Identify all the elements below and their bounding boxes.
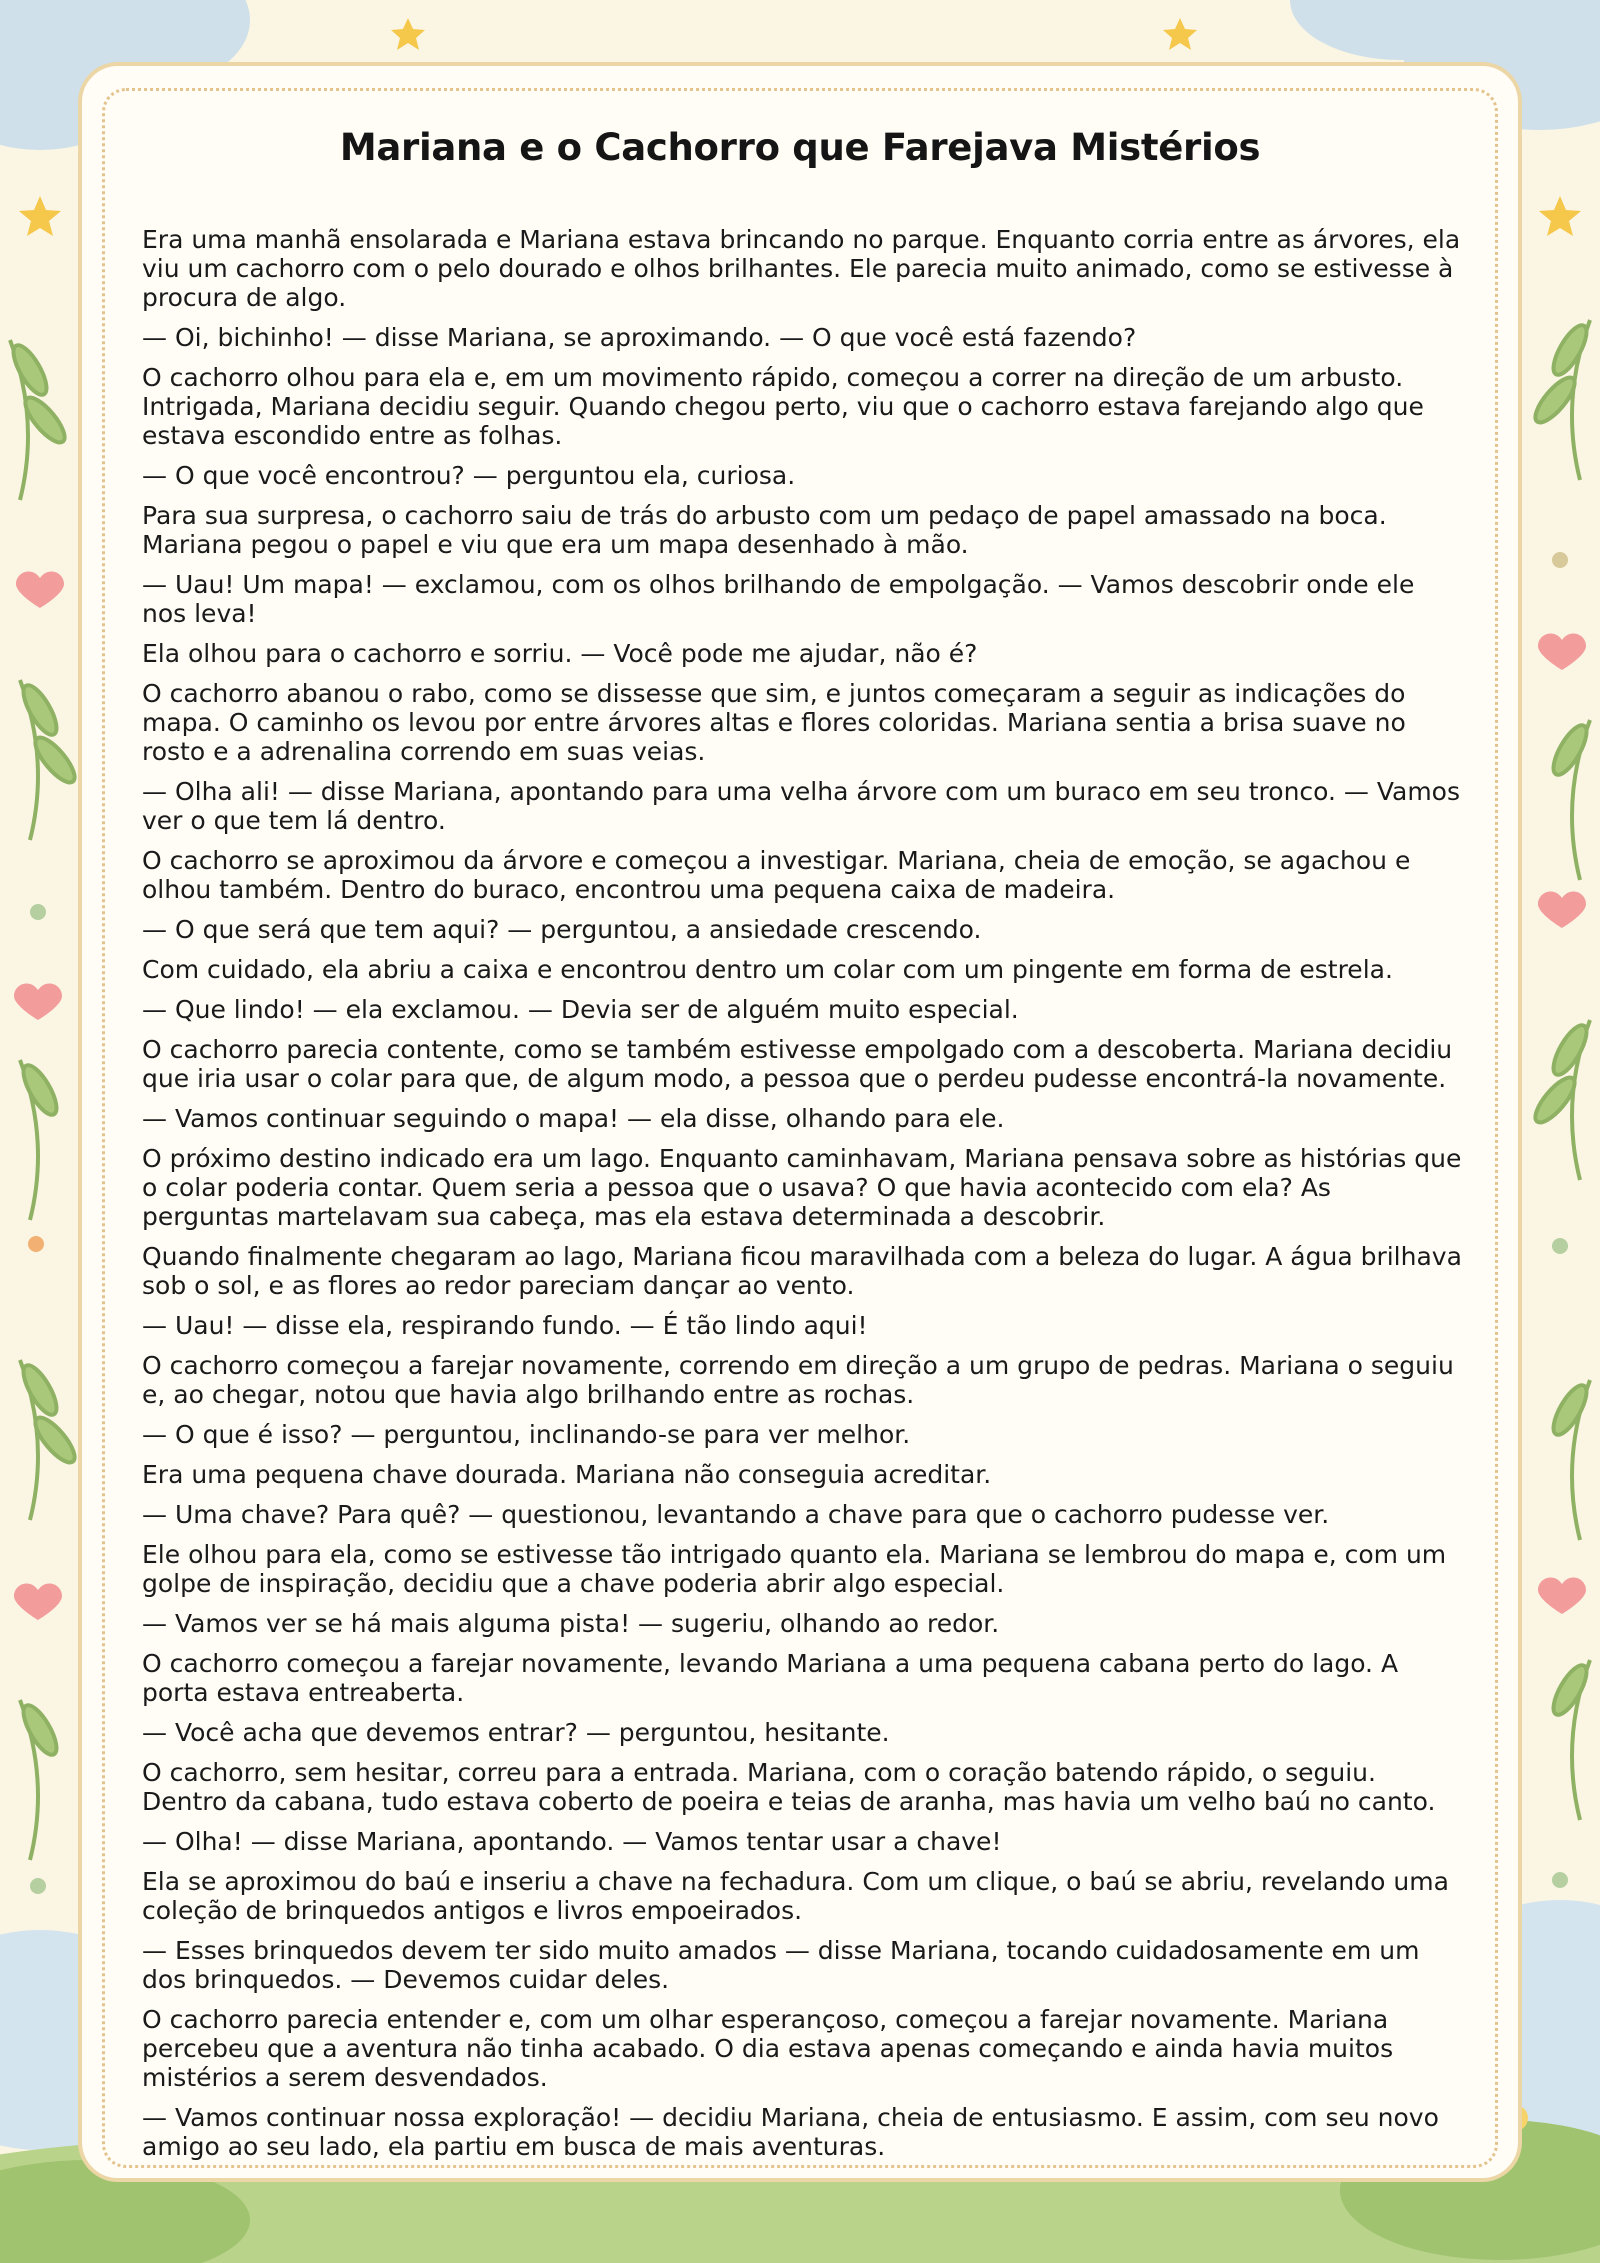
story-paragraph: — Uma chave? Para quê? — questionou, levantando a chave para que o cachorro pudesse ver. xyxy=(142,1500,1330,1529)
story-paragraph: O próximo destino indicado era um lago. Enquanto caminhavam, Mariana pensava sobre as histórias que o colar poderia contar. Quem seria a pessoa que o usava? O que havia acontecido com ela? As perguntas martelavam sua cabeça, mas ela estava determinada a descobrir. xyxy=(142,1144,1462,1231)
story-paragraph: O cachorro abanou o rabo, como se dissesse que sim, e juntos começaram a seguir as indicações do mapa. O caminho os levou por entre árvores altas e flores coloridas. Mariana sentia a brisa suave no rosto e a adrenalina correndo em suas veias. xyxy=(142,679,1406,766)
story-paragraph: O cachorro se aproximou da árvore e começou a investigar. Mariana, cheia de emoção, se agachou e olhou também. Dentro do buraco, encontrou uma pequena caixa de madeira. xyxy=(142,846,1411,904)
story-paragraph: — Oi, bichinho! — disse Mariana, se aproximando. — O que você está fazendo? xyxy=(142,323,1137,352)
story-paragraph: O cachorro olhou para ela e, em um movimento rápido, começou a correr na direção de um arbusto. Intrigada, Mariana decidiu seguir. Quando chegou perto, viu que o cachorro estava farejando algo que estava escondido entre as folhas. xyxy=(142,363,1424,450)
story-paragraph: Era uma pequena chave dourada. Mariana não conseguia acreditar. xyxy=(142,1460,992,1489)
story-paragraph: — Esses brinquedos devem ter sido muito amados — disse Mariana, tocando cuidadosamente em um dos brinquedos. — Devemos cuidar deles. xyxy=(142,1936,1420,1994)
story-title: Mariana e o Cachorro que Farejava Mistérios xyxy=(339,126,1261,169)
story-paragraph: Ele olhou para ela, como se estivesse tão intrigado quanto ela. Mariana se lembrou do mapa e, com um golpe de inspiração, decidiu que a chave poderia abrir algo especial. xyxy=(142,1540,1447,1598)
story-paragraph: — Uau! — disse ela, respirando fundo. — É tão lindo aqui! xyxy=(142,1311,868,1340)
story-paragraph: Ela olhou para o cachorro e sorriu. — Você pode me ajudar, não é? xyxy=(142,639,978,668)
story-paragraph: Com cuidado, ela abriu a caixa e encontrou dentro um colar com um pingente em forma de estrela. xyxy=(142,955,1393,984)
story-paragraph: Ela se aproximou do baú e inseriu a chave na fechadura. Com um clique, o baú se abriu, revelando uma coleção de brinquedos antigos e livros empoeirados. xyxy=(142,1867,1449,1925)
story-paragraph: — O que é isso? — perguntou, inclinando-se para ver melhor. xyxy=(142,1420,911,1449)
story-paragraph: O cachorro começou a farejar novamente, correndo em direção a um grupo de pedras. Mariana o seguiu e, ao chegar, notou que havia algo brilhando entre as rochas. xyxy=(142,1351,1454,1409)
story-paragraph: O cachorro parecia contente, como se também estivesse empolgado com a descoberta. Mariana decidiu que iria usar o colar para que, de algum modo, a pessoa que o perdeu pudesse encontrá-la novamente. xyxy=(142,1035,1453,1093)
story-paragraph: Quando finalmente chegaram ao lago, Mariana ficou maravilhada com a beleza do lugar. A água brilhava sob o sol, e as flores ao redor pareciam dançar ao vento. xyxy=(142,1242,1462,1300)
story-paragraph: O cachorro, sem hesitar, correu para a entrada. Mariana, com o coração batendo rápido, o seguiu. Dentro da cabana, tudo estava coberto de poeira e teias de aranha, mas havia um velho baú no canto. xyxy=(142,1758,1436,1816)
story-paragraph: O cachorro parecia entender e, com um olhar esperançoso, começou a farejar novamente. Mariana percebeu que a aventura não tinha acabado. O dia estava apenas começando e ainda havia muitos mistérios a serem desvendados. xyxy=(142,2005,1394,2092)
story-paragraph: — Vamos continuar seguindo o mapa! — ela disse, olhando para ele. xyxy=(142,1104,1005,1133)
story-paragraph: Para sua surpresa, o cachorro saiu de trás do arbusto com um pedaço de papel amassado na boca. Mariana pegou o papel e viu que era um mapa desenhado à mão. xyxy=(142,501,1387,559)
story-paragraph: O cachorro começou a farejar novamente, levando Mariana a uma pequena cabana perto do lago. A porta estava entreaberta. xyxy=(142,1649,1399,1707)
story-paragraph: — Que lindo! — ela exclamou. — Devia ser de alguém muito especial. xyxy=(142,995,1019,1024)
story-paragraph: — O que você encontrou? — perguntou ela, curiosa. xyxy=(142,461,796,490)
story-paragraph: — Vamos continuar nossa exploração! — decidiu Mariana, cheia de entusiasmo. E assim, com seu novo amigo ao seu lado, ela partiu em busca de mais aventuras. xyxy=(142,2103,1439,2161)
story-paragraph: — Vamos ver se há mais alguma pista! — sugeriu, olhando ao redor. xyxy=(142,1609,1000,1638)
story-paragraph: — Você acha que devemos entrar? — perguntou, hesitante. xyxy=(142,1718,890,1747)
story-paragraph: — Olha ali! — disse Mariana, apontando para uma velha árvore com um buraco em seu tronco. — Vamos ver o que tem lá dentro. xyxy=(142,777,1461,835)
story-paragraph: Era uma manhã ensolarada e Mariana estava brincando no parque. Enquanto corria entre as árvores, ela viu um cachorro com o pelo dourado e olhos brilhantes. Ele parecia muito animado, como se estivesse à procura de algo. xyxy=(142,225,1461,312)
story-body xyxy=(142,225,1462,2172)
story-paragraph: — Uau! Um mapa! — exclamou, com os olhos brilhando de empolgação. — Vamos descobrir onde ele nos leva! xyxy=(142,570,1415,628)
story-paragraph: — O que será que tem aqui? — perguntou, a ansiedade crescendo. xyxy=(142,915,982,944)
story-paragraph: — Olha! — disse Mariana, apontando. — Vamos tentar usar a chave! xyxy=(142,1827,1002,1856)
